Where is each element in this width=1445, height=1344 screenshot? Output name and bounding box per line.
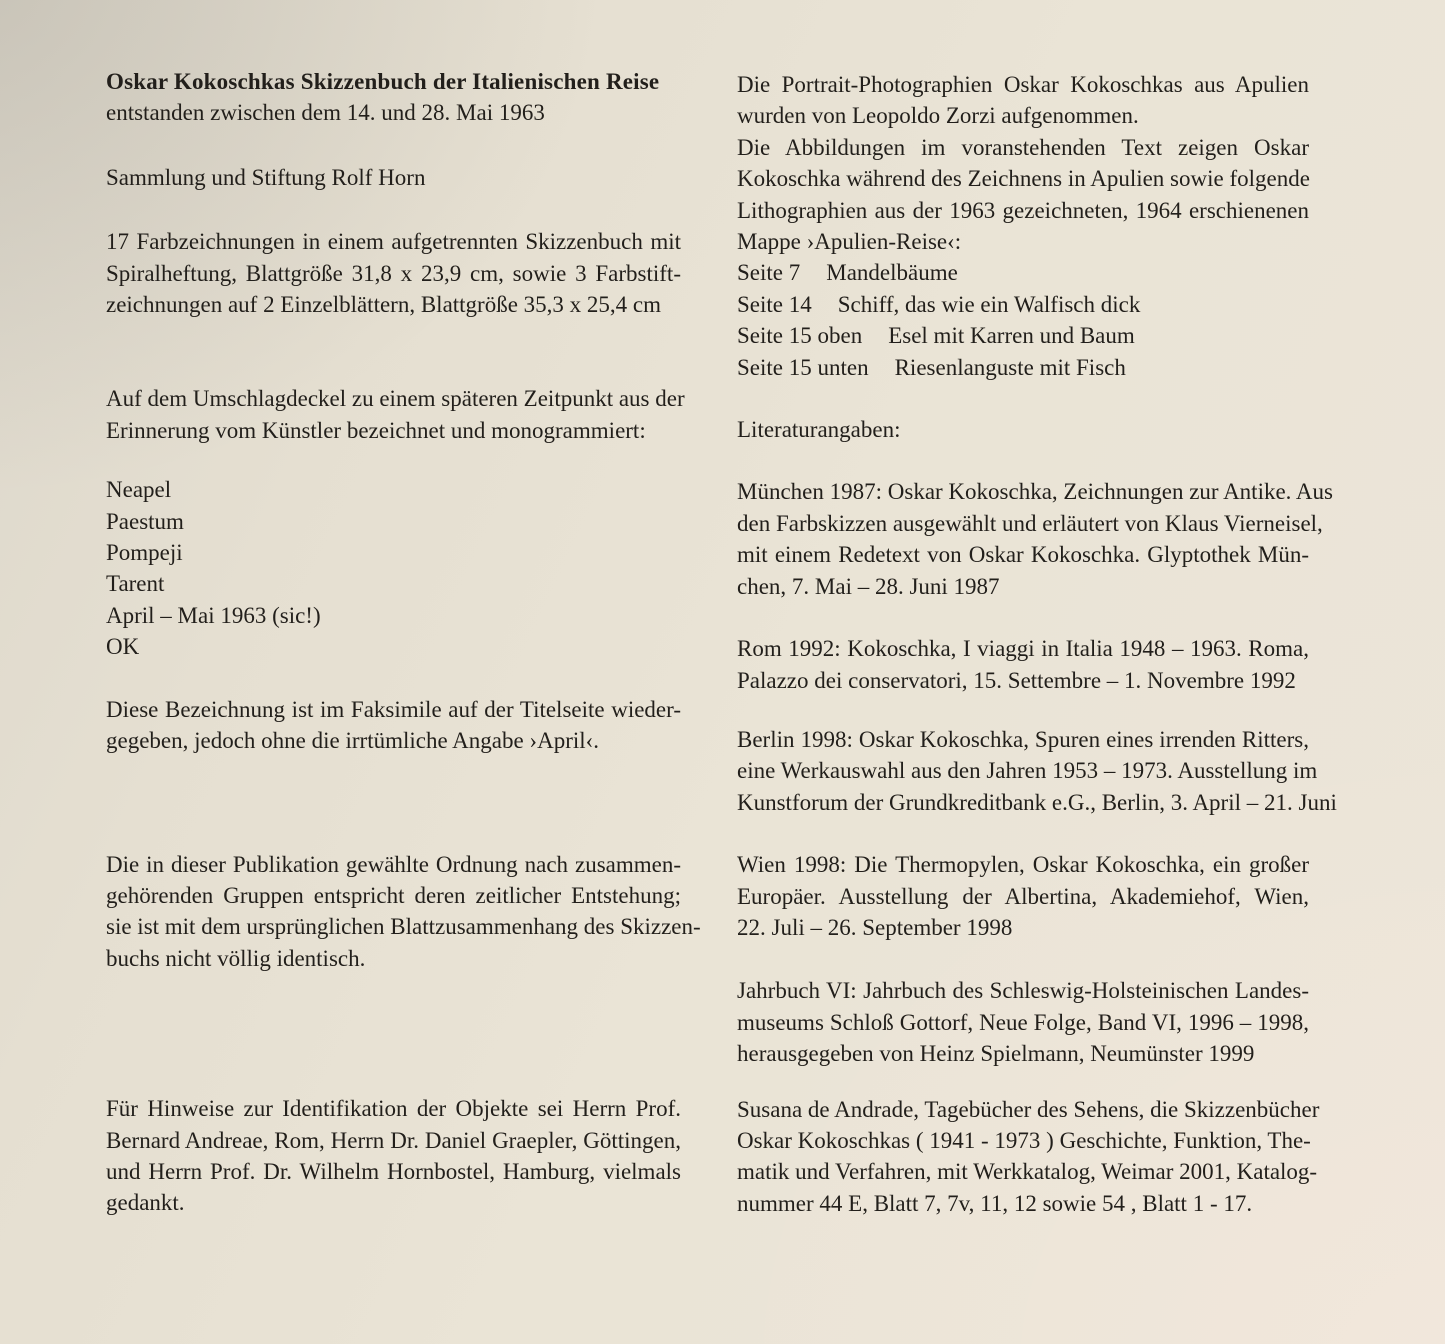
reference-jahrbuch-vi [737,975,1309,1069]
text-line: gegeben, jedoch ohne die irrtümliche Angabe ›April‹. [106,728,600,754]
text-line: 17 Farbzeichnungen in einem aufgetrennten Skizzenbuch mit [106,229,681,255]
inscription-item: Pompeji [106,540,183,566]
reference-muenchen-1987 [737,476,1333,602]
text-line: 22. Juli – 26. September 1998 [737,914,1013,940]
text-line: Die Abbildungen im voranstehenden Text zeigen Oskar [737,134,1309,160]
text-line: Wien 1998: Die Thermopylen, Oskar Kokoschka, ein großer [737,852,1309,878]
text-line: den Farbskizzen ausgewählt und erläutert von Klaus Vierneisel, [737,510,1323,536]
plate-title: Schiff, das wie ein Walfisch dick [837,291,1141,317]
text-line: Susana de Andrade, Tagebücher des Sehens, die Skizzenbücher [737,1096,1320,1122]
format-paragraph [106,226,681,320]
plate-label: Seite 14 [737,291,812,317]
plate-label: Seite 15 oben [737,323,863,349]
text-line: herausgegeben von Heinz Spielmann, Neumünster 1999 [737,1041,1255,1067]
reference-rom-1992 [737,633,1309,696]
text-line: eine Werkauswahl aus den Jahren 1953 – 1973. Ausstellung im [737,758,1318,784]
literature-heading: Literaturangaben: [737,417,901,443]
text-line: Jahrbuch VI: Jahrbuch des Schleswig-Holsteinischen Landes- [737,978,1309,1004]
literature-heading-block [737,414,1309,445]
reference-andrade [737,1094,1320,1220]
inscription-item: Neapel [106,477,172,503]
text-line: zeichnungen auf 2 Einzelblättern, Blattgröße 35,3 x 25,4 cm [106,292,662,318]
photo-credit-paragraph [737,69,1309,132]
right-column [737,69,1337,1219]
illustrations-paragraph [737,132,1309,258]
plate-item [737,352,1309,383]
text-line: mit einem Redetext von Oskar Kokoschka. Glyptothek Mün- [737,542,1309,568]
plate-label: Seite 7 [737,260,801,286]
text-line: Die in dieser Publikation gewählte Ordnung nach zusammen- [106,851,681,877]
text-line: sie ist mit dem ursprünglichen Blattzusammenhang des Skizzen- [106,914,701,940]
acknowledgements-paragraph [106,1093,681,1219]
text-line: Rom 1992: Kokoschka, I viaggi in Italia 1948 – 1963. Roma, [737,636,1309,662]
collection-line: Sammlung und Stiftung Rolf Horn [106,164,426,190]
text-line: chen, 7. Mai – 28. Juni 1987 [737,573,1000,599]
text-line: Kunstforum der Grundkreditbank e.G., Berlin, 3. April – 21. Juni [737,789,1337,815]
plate-title: Riesenlanguste mit Fisch [894,354,1126,380]
text-line: Lithographien aus der 1963 gezeichneten, 1964 erschienenen [737,197,1309,223]
text-line: nummer 44 E, Blatt 7, 7v, 11, 12 sowie 54 , Blatt 1 - 17. [737,1190,1253,1216]
text-line: gehörenden Gruppen entspricht deren zeitlicher Entstehung; [106,882,681,908]
reference-berlin-1998 [737,724,1337,818]
text-line: buchs nicht völlig identisch. [106,945,366,971]
text-line: München 1987: Oskar Kokoschka, Zeichnungen zur Antike. Aus [737,479,1333,505]
text-line: Kokoschka während des Zeichnens in Apulien sowie folgende [737,166,1310,192]
text-line: wurden von Leopoldo Zorzi aufgenommen. [737,103,1139,129]
plate-list [737,257,1309,383]
plate-title: Esel mit Karren und Baum [888,323,1135,349]
text-line: Berlin 1998: Oskar Kokoschka, Spuren eines irrenden Ritters, [737,726,1309,752]
text-line: Mappe ›Apulien-Reise‹: [737,229,962,255]
text-line: matik und Verfahren, mit Werkkatalog, Weimar 2001, Katalog- [737,1159,1318,1185]
inscription-intro-paragraph [106,383,685,446]
text-line: Diese Bezeichnung ist im Faksimile auf der Titelseite wieder- [106,696,681,722]
text-line: gedankt. [106,1190,185,1216]
left-column [106,66,701,1219]
page-title: Oskar Kokoschkas Skizzenbuch der Italienischen Reise [106,69,660,94]
text-line: Europäer. Ausstellung der Albertina, Akademiehof, Wien, [737,883,1309,909]
text-line: Palazzo dei conservatori, 15. Settembre – 1. Novembre 1992 [737,667,1296,693]
title-block [106,66,681,129]
plate-label: Seite 15 unten [737,354,869,380]
text-line: Für Hinweise zur Identifikation der Objekte sei Herrn Prof. [106,1096,681,1122]
plate-item [737,320,1309,351]
collection-block [106,162,681,193]
text-line: und Herrn Prof. Dr. Wilhelm Hornbostel, Hamburg, vielmals [106,1158,681,1184]
text-line: Auf dem Umschlagdeckel zu einem späteren Zeitpunkt aus der [106,386,685,412]
text-line: museums Schloß Gottorf, Neue Folge, Band VI, 1996 – 1998, [737,1009,1309,1035]
inscription-item: OK [106,634,140,660]
inscription-item: Paestum [106,508,184,534]
inscription-list [106,474,681,662]
text-line: Oskar Kokoschkas ( 1941 - 1973 ) Geschichte, Funktion, The- [737,1127,1311,1153]
plate-item [737,257,1309,288]
text-line: Bernard Andreae, Rom, Herrn Dr. Daniel Graepler, Göttingen, [106,1127,681,1153]
page-subtitle: entstanden zwischen dem 14. und 28. Mai 1963 [106,100,545,126]
inscription-item: Tarent [106,571,165,597]
reference-wien-1998 [737,849,1309,943]
text-line: Die Portrait-Photographien Oskar Kokoschkas aus Apulien [737,72,1309,97]
text-line: Spiralheftung, Blattgröße 31,8 x 23,9 cm, sowie 3 Farbstift- [106,260,681,286]
inscription-item: April – Mai 1963 (sic!) [106,602,321,628]
ordering-note-paragraph [106,849,701,975]
plate-item [737,289,1309,320]
plate-title: Mandelbäume [826,260,958,286]
facsimile-note-paragraph [106,694,681,757]
text-line: Erinnerung vom Künstler bezeichnet und monogrammiert: [106,417,646,443]
